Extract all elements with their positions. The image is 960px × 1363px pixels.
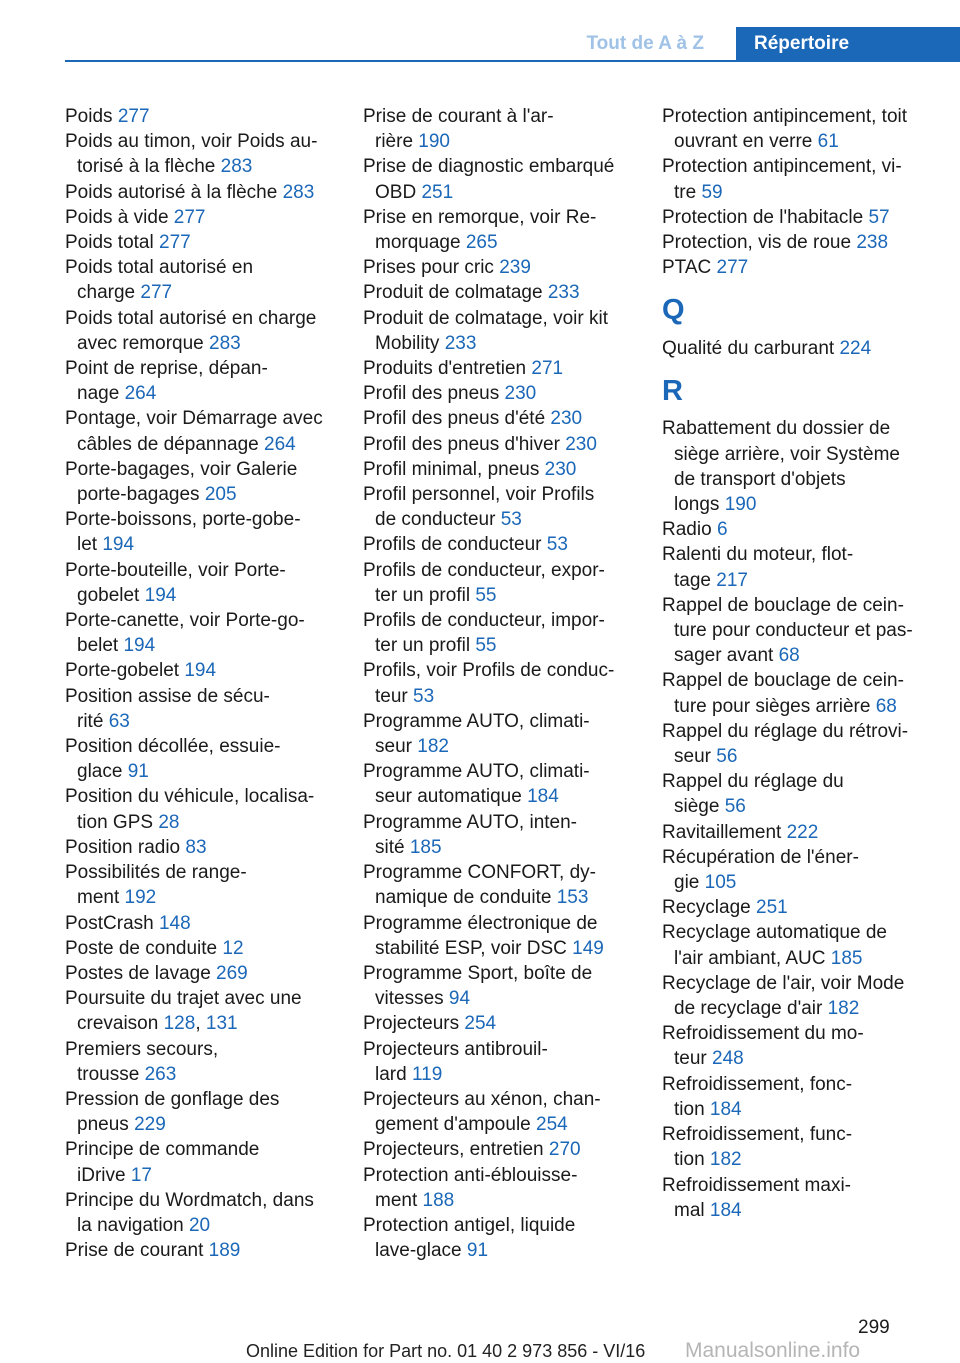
index-entry: Protection antigel, liquide lave-glace 91 [363, 1214, 576, 1262]
index-entry: Projecteurs au xénon, chan- gement d'ampoule 254 [363, 1088, 601, 1136]
index-entry: Poids 277 [65, 106, 150, 127]
index-entry: Porte-canette, voir Porte-go- belet 194 [65, 610, 305, 657]
index-entry: Prises pour cric 239 [363, 257, 531, 279]
page-link[interactable]: 188 [422, 1189, 455, 1211]
index-entry: Postes de lavage 269 [65, 962, 248, 984]
page-link[interactable]: 254 [536, 1114, 568, 1136]
page-link[interactable]: 283 [209, 332, 241, 354]
page-link[interactable]: 53 [500, 509, 522, 531]
page-link[interactable]: 194 [184, 660, 217, 682]
index-entry: Qualité du carburant 224 [662, 337, 872, 359]
index-entry: Récupération de l'éner- gie 105 [662, 846, 859, 894]
index-entry: Poids total autorisé en charge avec remorque 283 [65, 307, 317, 354]
index-entry: Point de reprise, dépan- nage 264 [65, 358, 268, 405]
page-link[interactable]: 190 [724, 494, 757, 516]
index-entry: Prise en remorque, voir Re- morquage 265 [363, 206, 597, 254]
index-entry: Porte-bouteille, voir Porte- gobelet 194 [65, 559, 286, 606]
page-link[interactable]: 83 [185, 836, 207, 858]
index-entry: Rabattement du dossier de siège arrière, voir Système de transport d'objets longs 190 [662, 418, 900, 516]
index-entry: Profil personnel, voir Profils de conducteur 53 [363, 484, 595, 531]
index-entry: Porte-boissons, porte-gobe- let 194 [65, 509, 301, 556]
index-entry: PostCrash 148 [65, 912, 191, 934]
index-entry: Possibilités de range- ment 192 [65, 862, 247, 909]
page-link[interactable]: 269 [216, 962, 248, 984]
index-entry: Poids autorisé à la flèche 283 [65, 181, 315, 203]
page-link[interactable]: 230 [504, 383, 537, 405]
index-entry: Profils, voir Profils de conduc- teur 53 [363, 660, 615, 707]
index-column-2 [363, 104, 633, 1263]
page-link[interactable]: 68 [875, 695, 897, 717]
page-link[interactable]: 224 [839, 337, 872, 359]
page-link[interactable]: 271 [531, 358, 564, 380]
page-link[interactable]: 17 [130, 1164, 152, 1186]
index-entry: Protection antipincement, toit ouvrant en verre 61 [662, 106, 908, 153]
page-link[interactable]: 263 [144, 1063, 177, 1085]
page-link[interactable]: 238 [856, 232, 889, 254]
index-entry: Pression de gonflage des pneus 229 [65, 1088, 280, 1136]
page-link[interactable]: 91 [466, 1240, 489, 1262]
page-link[interactable]: 277 [117, 106, 150, 127]
page-link[interactable]: 149 [572, 937, 604, 959]
index-entry: Projecteurs antibrouil- lard 119 [363, 1038, 548, 1085]
index-entry: Rappel de bouclage de cein- ture pour conducteur et pas- sager avant 68 [662, 594, 913, 667]
index-entry: Prise de diagnostic embarqué OBD 251 [363, 156, 615, 203]
page-link[interactable]: 68 [778, 645, 800, 667]
page-link[interactable]: 239 [499, 257, 531, 279]
page-link[interactable]: 128 [163, 1013, 196, 1035]
page-link[interactable]: 6 [716, 519, 728, 541]
index-entry: Protection anti-éblouisse- ment 188 [363, 1164, 578, 1211]
page-link[interactable]: 53 [546, 534, 568, 556]
page-link[interactable]: 182 [417, 736, 449, 758]
index-entry: Poste de conduite 12 [65, 937, 244, 959]
index-entry: Recyclage 251 [662, 897, 788, 919]
watermark: Manualsonline.info [685, 1339, 861, 1362]
page-link[interactable]: 194 [144, 584, 177, 606]
page-link[interactable]: 190 [418, 131, 450, 153]
page-link[interactable]: 194 [123, 635, 156, 657]
index-entry: Protection de l'habitacle 57 [662, 206, 890, 228]
index-entry: Refroidissement, func- tion 182 [662, 1124, 853, 1171]
index-entry: Protection, vis de roue 238 [662, 232, 889, 254]
index-entry: Projecteurs, entretien 270 [363, 1139, 581, 1161]
section-letter: Q [662, 294, 685, 327]
index-entry: Produit de colmatage, voir kit Mobility 233 [363, 307, 609, 354]
index-entry: Programme CONFORT, dy- namique de conduite 153 [363, 862, 596, 909]
page-link[interactable]: 189 [208, 1240, 241, 1262]
index-entry: Ralenti du moteur, flot- tage 217 [662, 544, 854, 591]
index-entry: Porte-bagages, voir Galerie porte-bagages 205 [65, 458, 298, 506]
index-entry: Rappel du réglage du rétrovi- seur 56 [662, 720, 909, 768]
index-entry: Profils de conducteur, impor- ter un profil 55 [363, 610, 605, 657]
index-entry: Principe du Wordmatch, dans la navigation 20 [65, 1189, 314, 1236]
index-entry: Position assise de sécu- rité 63 [65, 685, 270, 732]
page-link[interactable]: 184 [709, 1199, 742, 1221]
index-entry: Pontage, voir Démarrage avec câbles de dépannage 264 [65, 408, 323, 455]
page-link[interactable]: 192 [124, 887, 157, 909]
index-entry: Recyclage de l'air, voir Mode de recyclage d'air 182 [662, 972, 905, 1020]
page-link[interactable]: 277 [716, 257, 749, 279]
page-link[interactable]: 53 [413, 685, 435, 707]
page-link[interactable]: 105 [704, 872, 737, 894]
page-link[interactable]: 217 [716, 569, 748, 591]
index-entry: Protection antipincement, vi- tre 59 [662, 156, 902, 203]
index-entry: Ravitaillement 222 [662, 821, 819, 843]
section-tab-index[interactable]: Répertoire [736, 27, 960, 62]
page-link[interactable]: 194 [102, 534, 135, 556]
page-link[interactable]: 222 [786, 821, 819, 843]
header-rule [65, 60, 960, 62]
page-link[interactable]: 264 [264, 433, 296, 455]
page-link[interactable]: 12 [222, 937, 244, 959]
page-link[interactable]: 184 [709, 1098, 742, 1120]
index-entry: Position du véhicule, localisa- tion GPS 28 [65, 786, 315, 833]
page-link[interactable]: 63 [108, 710, 130, 732]
index-entry: Programme Sport, boîte de vitesses 94 [363, 962, 593, 1010]
index-entry: Profil minimal, pneus 230 [363, 458, 577, 480]
page-link[interactable]: 184 [527, 786, 559, 808]
index-entry: Programme AUTO, inten- sité 185 [363, 811, 578, 858]
index-entry: Poids total autorisé en charge 277 [65, 257, 254, 304]
page-link[interactable]: 56 [724, 796, 746, 818]
index-entry: Profil des pneus 230 [363, 383, 537, 405]
page-link[interactable]: 59 [701, 181, 723, 203]
index-entry: Profils de conducteur, expor- ter un profil 55 [363, 559, 605, 606]
index-entry: Poursuite du trajet avec une crevaison 128, 131 [65, 988, 302, 1035]
index-entry: Profil des pneus d'hiver 230 [363, 433, 597, 455]
page-link[interactable]: 233 [444, 332, 477, 354]
page-link[interactable]: 119 [411, 1063, 443, 1085]
page-number: 299 [858, 1317, 890, 1338]
page-link[interactable]: 185 [409, 836, 442, 858]
page-link[interactable]: 28 [158, 811, 180, 833]
page-link[interactable]: 148 [158, 912, 191, 934]
page-link[interactable]: 131 [205, 1013, 238, 1035]
index-entry: Profils de conducteur 53 [363, 534, 568, 556]
index-entry: Prise de courant à l'ar- rière 190 [363, 106, 554, 153]
page-link[interactable]: 56 [716, 746, 738, 768]
section-letter: R [662, 375, 683, 408]
index-entry: Profil des pneus d'été 230 [363, 408, 583, 430]
page-link[interactable]: 55 [475, 584, 497, 606]
index-entry: Projecteurs 254 [363, 1013, 497, 1035]
index-entry: Rappel du réglage du siège 56 [662, 771, 844, 818]
page-link[interactable]: 57 [868, 206, 890, 228]
index-entry: Refroidissement du mo- teur 248 [662, 1023, 864, 1070]
index-entry: Principe de commande iDrive 17 [65, 1139, 260, 1186]
index-entry: Refroidissement, fonc- tion 184 [662, 1073, 853, 1120]
page-link[interactable]: 283 [220, 156, 253, 178]
page-link[interactable]: 264 [124, 383, 157, 405]
page-link[interactable]: 182 [827, 998, 860, 1020]
page-link[interactable]: 153 [556, 887, 589, 909]
page-link[interactable]: 233 [547, 282, 580, 304]
page-link[interactable]: 248 [712, 1048, 744, 1070]
index-entry: Programme AUTO, climati- seur automatique 184 [363, 761, 590, 808]
index-entry: Radio 6 [662, 519, 728, 541]
index-entry: Rappel de bouclage de cein- ture pour sièges arrière 68 [662, 670, 904, 717]
page-link[interactable]: 277 [173, 206, 206, 228]
page-link[interactable]: 20 [188, 1214, 211, 1236]
index-entry: PTAC 277 [662, 257, 749, 279]
page-link[interactable]: 254 [464, 1013, 497, 1035]
index-entry: Prise de courant 189 [65, 1240, 241, 1262]
index-entry: Programme électronique de stabilité ESP, voir DSC 149 [363, 912, 604, 959]
index-entry: Produits d'entretien 271 [363, 358, 564, 380]
index-entry: Poids total 277 [65, 232, 191, 254]
page-link[interactable]: 230 [565, 433, 597, 455]
index-column-1 [65, 104, 335, 1263]
index-entry: Porte-gobelet 194 [65, 660, 217, 682]
index-entry: Poids à vide 277 [65, 206, 206, 228]
page-link[interactable]: 55 [475, 635, 497, 657]
page-link[interactable]: 230 [550, 408, 583, 430]
index-column-3 [662, 104, 932, 1223]
page-link[interactable]: 182 [709, 1149, 742, 1171]
index-entry: Produit de colmatage 233 [363, 282, 580, 304]
page-link[interactable]: 185 [830, 947, 863, 969]
page-link[interactable]: 61 [817, 131, 839, 153]
page-link[interactable]: 277 [140, 282, 173, 304]
index-entry: Poids au timon, voir Poids au- torisé à la flèche 283 [65, 131, 318, 178]
page-link[interactable]: 251 [421, 181, 454, 203]
page-link[interactable]: 94 [448, 988, 471, 1010]
footer-edition: Online Edition for Part no. 01 40 2 973 856 - VI/16 [246, 1341, 646, 1361]
index-entry: Recyclage automatique de l'air ambiant, AUC 185 [662, 922, 887, 969]
index-entry: Position décollée, essuie- glace 91 [65, 736, 281, 783]
page-link[interactable]: 229 [134, 1114, 166, 1136]
page-link[interactable]: 283 [282, 181, 315, 203]
page-header [65, 27, 960, 62]
section-tab-a-to-z[interactable]: Tout de A à Z [586, 33, 704, 54]
page-link[interactable]: 251 [756, 897, 788, 919]
page-link[interactable]: 205 [204, 484, 237, 506]
index-entry: Programme AUTO, climati- seur 182 [363, 710, 590, 758]
page-link[interactable]: 265 [465, 232, 498, 254]
index-entry: Refroidissement maxi- mal 184 [662, 1174, 851, 1221]
page-link[interactable]: 230 [544, 458, 577, 480]
page-link[interactable]: 91 [127, 761, 149, 783]
page-link[interactable]: 277 [159, 232, 191, 254]
page-link[interactable]: 270 [548, 1139, 581, 1161]
index-entry: Premiers secours, trousse 263 [65, 1038, 219, 1085]
index-entry: Position radio 83 [65, 836, 207, 858]
